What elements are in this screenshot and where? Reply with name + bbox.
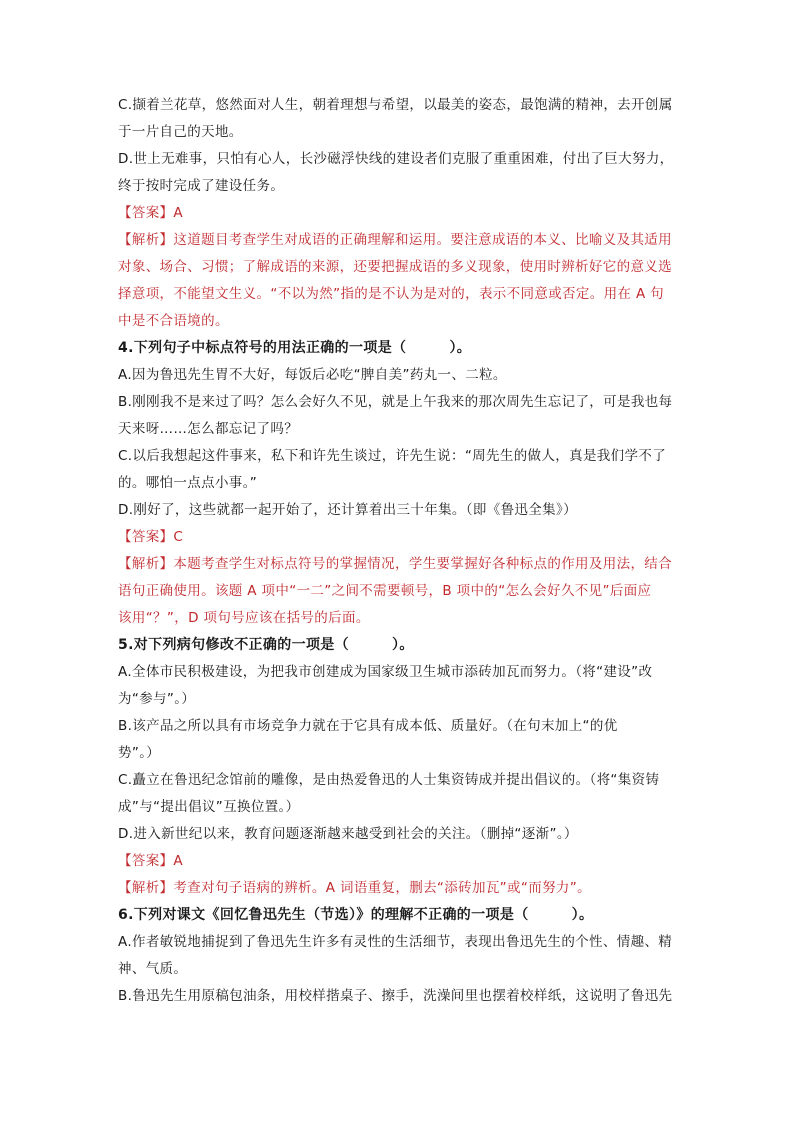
text-line	[118, 983, 678, 1010]
text-segment: 本题考查学生对标点符号的掌握情况，学生要掌握好各种标点的作用及用法，结合	[173, 556, 673, 572]
text-segment: 天来呀……怎么都忘记了吗？	[118, 421, 299, 437]
text-line	[118, 362, 678, 389]
text-line	[118, 389, 678, 416]
text-segment: 【解析】	[118, 880, 174, 896]
text-segment: D.进入新世纪以来，教育问题逐渐越来越受到社会的关注。（删掉“逐渐”。）	[118, 826, 578, 842]
text-line	[118, 821, 678, 848]
text-line	[118, 929, 678, 956]
text-line	[118, 92, 678, 119]
text-segment: 为“参与”。）	[118, 691, 196, 707]
text-segment: 语句正确使用。该题 A 项中	[118, 583, 290, 599]
text-line	[118, 119, 678, 146]
answer-value: A	[173, 205, 183, 221]
text-segment: 指的是不认为是对的，表示不同意或否定。用在 A 句	[340, 286, 665, 302]
text-segment: A.全体市民积极建设，为把我市创建成为国家级卫生城市添砖加瓦而努力。（将“建设”改	[118, 664, 653, 680]
text-segment: A.作者敏锐地捕捉到了鲁迅先生许多有灵性的生活细节，表现出鲁迅先生的个性、情趣、精	[118, 934, 673, 950]
answer-line	[118, 524, 678, 551]
text-line	[118, 794, 678, 821]
text-line	[118, 740, 678, 767]
text-line	[118, 686, 678, 713]
text-segment: B.鲁迅先生用原稿包油条，用校样揩桌子、擦手，洗澡间里也摆着校样纸，这说明了鲁迅先	[118, 988, 673, 1004]
analysis-line	[118, 254, 678, 281]
text-segment: “一二”	[289, 583, 332, 599]
question-heading	[118, 335, 678, 362]
text-segment: B.该产品之所以具有市场竞争力就在于它具有成本低、质量好。（在句末加上“的优	[118, 718, 618, 734]
text-segment: 于一片自己的天地。	[118, 124, 243, 140]
text-line	[118, 470, 678, 497]
text-line	[118, 659, 678, 686]
answer-label: 【答案】	[118, 529, 174, 545]
question-heading	[118, 632, 678, 659]
text-segment: C.以后我想起这件事来，私下和许先生谈过，许先生说：“周先生的做人，真是我们学不了	[118, 448, 667, 464]
text-segment: 考查对句子语病的辨析。A 词语重复，删去“添砖加瓦”或“而努力”。	[173, 880, 591, 896]
text-segment: 的。哪怕一点点小事。”	[118, 475, 258, 491]
text-segment: 神、气质。	[118, 961, 188, 977]
text-segment: “怎么会好久不见”	[498, 583, 610, 599]
text-segment: 【解析】	[118, 556, 174, 572]
text-segment: 这道题目考查学生对成语的正确理解和运用。要注意成语的本义、比喻义及其适用	[173, 232, 673, 248]
text-segment: 6.下列对课文《回忆鲁迅先生（节选）》的理解不正确的一项是（ ）。	[118, 907, 594, 923]
text-segment: 成”与“提出倡议”互换位置。）	[118, 799, 300, 815]
text-segment: D.世上无难事，只怕有心人，长沙磁浮快线的建设者们克服了重重困难，付出了巨大努力，	[118, 151, 674, 167]
text-line	[118, 713, 678, 740]
text-segment: 后面应	[609, 583, 652, 599]
analysis-line	[118, 605, 678, 632]
answer-value: C	[173, 529, 184, 545]
text-segment: B.刚刚我不是来过了吗？怎么会好久不见，就是上午我来的那次周先生忘记了，可是我也每	[118, 394, 673, 410]
analysis-line	[118, 227, 678, 254]
analysis-line	[118, 308, 678, 335]
analysis-line	[118, 875, 678, 902]
text-segment: C.撷着兰花草，悠然面对人生，朝着理想与希望，以最美的姿态，最饱满的精神，去开创属	[118, 97, 673, 113]
text-segment: 择意项，不能望文生义。	[118, 286, 271, 302]
text-segment: 该用“？”，D 项句号应该在括号的后面。	[118, 610, 370, 626]
text-segment: 【解析】	[118, 232, 174, 248]
text-line	[118, 146, 678, 173]
text-line	[118, 767, 678, 794]
analysis-line	[118, 551, 678, 578]
answer-line	[118, 848, 678, 875]
answer-label: 【答案】	[118, 205, 174, 221]
text-line	[118, 497, 678, 524]
text-line	[118, 956, 678, 983]
text-segment: 势”。）	[118, 745, 161, 761]
question-heading	[118, 902, 678, 929]
text-segment: A.因为鲁迅先生胃不大好，每饭后必吃“脾自美”药丸一、二粒。	[118, 367, 507, 383]
text-segment: “不以为然”	[270, 286, 341, 302]
text-segment: 终于按时完成了建设任务。	[118, 178, 285, 194]
text-segment: 5.对下列病句修改不正确的一项是（ ）。	[118, 637, 414, 653]
text-segment: D.刚好了，这些就都一起开始了，还计算着出三十年集。（即《鲁迅全集》）	[118, 502, 577, 518]
text-line	[118, 416, 678, 443]
text-segment: 之间不需要顿号，B 项中的	[331, 583, 499, 599]
text-segment: 对象、场合、习惯；了解成语的来源，还要把握成语的多义现象，使用时辨析好它的意义选	[118, 259, 672, 275]
answer-label: 【答案】	[118, 853, 174, 869]
text-line	[118, 443, 678, 470]
answer-value: A	[173, 853, 183, 869]
text-segment: C.矗立在鲁迅纪念馆前的雕像，是由热爱鲁迅的人士集资铸成并提出倡议的。（将“集资铸	[118, 772, 660, 788]
text-segment: 中是不合语境的。	[118, 313, 229, 329]
answer-line	[118, 200, 678, 227]
text-segment: 4.下列句子中标点符号的用法正确的一项是（ ）。	[118, 340, 472, 356]
text-line	[118, 173, 678, 200]
analysis-line	[118, 281, 678, 308]
document-page	[118, 92, 678, 1010]
analysis-line	[118, 578, 678, 605]
